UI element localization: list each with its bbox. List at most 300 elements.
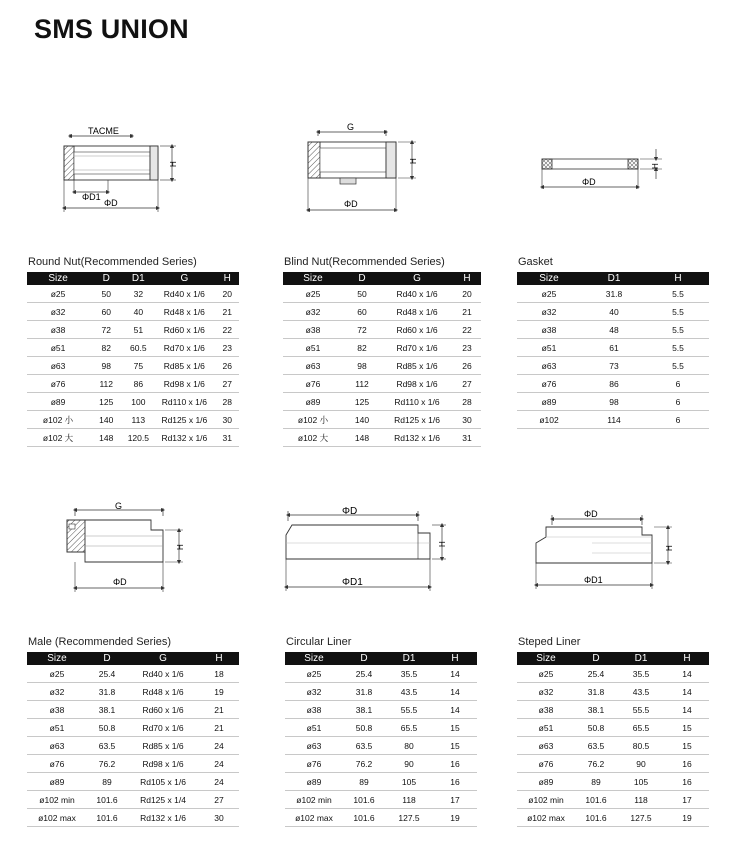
table-cell: ø89 bbox=[27, 773, 87, 791]
table-cell: 23 bbox=[453, 339, 481, 357]
table-header-row bbox=[285, 652, 477, 665]
table-cell: 76.2 bbox=[575, 755, 617, 773]
male-drawing bbox=[55, 500, 195, 595]
table-cell: 38.1 bbox=[343, 701, 385, 719]
gasket-h-label: H bbox=[651, 163, 660, 169]
table-cell: ø38 bbox=[27, 321, 89, 339]
table-cell: 21 bbox=[199, 701, 239, 719]
table-cell: 125 bbox=[343, 393, 381, 411]
table-row bbox=[517, 375, 709, 393]
table-cell: ø102 min bbox=[27, 791, 87, 809]
table-cell: 101.6 bbox=[87, 791, 127, 809]
table-cell: 22 bbox=[215, 321, 239, 339]
steped-liner-d1-label: ΦD1 bbox=[584, 575, 603, 585]
table-cell: Rd85 x 1/6 bbox=[153, 357, 215, 375]
table-row bbox=[517, 665, 709, 683]
table-cell: ø25 bbox=[283, 285, 343, 303]
table-row bbox=[27, 755, 239, 773]
table-cell: ø51 bbox=[283, 339, 343, 357]
table-cell: 98 bbox=[343, 357, 381, 375]
table-row bbox=[517, 791, 709, 809]
table-cell: Rd110 x 1/6 bbox=[381, 393, 453, 411]
table-cell: 148 bbox=[89, 429, 123, 447]
table-cell: 14 bbox=[665, 665, 709, 683]
table-cell: 80 bbox=[385, 737, 433, 755]
table-row bbox=[283, 321, 481, 339]
table-row bbox=[27, 737, 239, 755]
table-cell: 24 bbox=[199, 737, 239, 755]
table-cell: ø89 bbox=[517, 393, 581, 411]
table-cell: ø32 bbox=[285, 683, 343, 701]
column-header: D bbox=[343, 272, 381, 285]
table-cell: 5.5 bbox=[647, 285, 709, 303]
table-cell: 15 bbox=[433, 737, 477, 755]
table-cell: ø89 bbox=[27, 393, 89, 411]
steped-liner-d-label: ΦD bbox=[584, 509, 598, 519]
table-row bbox=[517, 411, 709, 429]
table-cell: ø38 bbox=[517, 321, 581, 339]
table-cell: 65.5 bbox=[385, 719, 433, 737]
table-cell: 38.1 bbox=[575, 701, 617, 719]
table-cell: 14 bbox=[665, 683, 709, 701]
table-row bbox=[285, 737, 477, 755]
table-cell: ø89 bbox=[283, 393, 343, 411]
table-cell: ø76 bbox=[283, 375, 343, 393]
table-cell: 80.5 bbox=[617, 737, 665, 755]
gasket-caption: Gasket bbox=[518, 256, 553, 268]
steped-liner-table bbox=[517, 652, 709, 827]
table-cell: Rd85 x 1/6 bbox=[381, 357, 453, 375]
table-cell: Rd125 x 1/6 bbox=[381, 411, 453, 429]
table-cell: Rd70 x 1/6 bbox=[153, 339, 215, 357]
table-cell: ø76 bbox=[517, 755, 575, 773]
table-header-row bbox=[517, 652, 709, 665]
table-row bbox=[285, 755, 477, 773]
table-cell: ø102 大 bbox=[27, 429, 89, 447]
circular-liner-drawing bbox=[272, 503, 452, 595]
column-header: H bbox=[453, 272, 481, 285]
column-header: D1 bbox=[581, 272, 647, 285]
table-cell: 16 bbox=[433, 773, 477, 791]
table-cell: ø51 bbox=[517, 719, 575, 737]
table-row bbox=[285, 665, 477, 683]
column-header: H bbox=[647, 272, 709, 285]
table-cell: ø102 小 bbox=[283, 411, 343, 429]
table-cell: Rd48 x 1/6 bbox=[153, 303, 215, 321]
table-cell: ø38 bbox=[517, 701, 575, 719]
table-row bbox=[283, 411, 481, 429]
table-row bbox=[27, 393, 239, 411]
table-cell: Rd125 x 1/6 bbox=[153, 411, 215, 429]
table-cell: 100 bbox=[123, 393, 153, 411]
table-cell: 15 bbox=[433, 719, 477, 737]
table-cell: 90 bbox=[385, 755, 433, 773]
table-row bbox=[517, 773, 709, 791]
column-header: Size bbox=[285, 652, 343, 665]
table-cell: 20 bbox=[453, 285, 481, 303]
table-cell: 73 bbox=[581, 357, 647, 375]
column-header: H bbox=[665, 652, 709, 665]
table-row bbox=[517, 303, 709, 321]
table-cell: Rd60 x 1/6 bbox=[153, 321, 215, 339]
table-cell: Rd98 x 1/6 bbox=[127, 755, 199, 773]
table-row bbox=[27, 791, 239, 809]
table-row bbox=[517, 701, 709, 719]
table-cell: 31.8 bbox=[575, 683, 617, 701]
table-cell: ø76 bbox=[27, 755, 87, 773]
table-cell: ø102 min bbox=[517, 791, 575, 809]
table-row bbox=[283, 375, 481, 393]
table-cell: 19 bbox=[433, 809, 477, 827]
table-cell: 35.5 bbox=[385, 665, 433, 683]
table-cell: Rd60 x 1/6 bbox=[381, 321, 453, 339]
table-cell: 140 bbox=[343, 411, 381, 429]
table-cell: 17 bbox=[665, 791, 709, 809]
table-cell: Rd60 x 1/6 bbox=[127, 701, 199, 719]
table-cell: 101.6 bbox=[87, 809, 127, 827]
table-cell: 48 bbox=[581, 321, 647, 339]
column-header: D bbox=[87, 652, 127, 665]
table-cell: 20 bbox=[215, 285, 239, 303]
table-cell: 35.5 bbox=[617, 665, 665, 683]
table-cell: ø32 bbox=[27, 303, 89, 321]
table-cell: 21 bbox=[215, 303, 239, 321]
table-cell: 6 bbox=[647, 393, 709, 411]
table-row bbox=[517, 737, 709, 755]
table-cell: ø76 bbox=[285, 755, 343, 773]
table-cell: Rd70 x 1/6 bbox=[127, 719, 199, 737]
table-row bbox=[27, 357, 239, 375]
table-cell: 6 bbox=[647, 375, 709, 393]
table-cell: ø63 bbox=[27, 737, 87, 755]
column-header: Size bbox=[27, 272, 89, 285]
table-cell: 118 bbox=[617, 791, 665, 809]
column-header: H bbox=[433, 652, 477, 665]
table-cell: 26 bbox=[453, 357, 481, 375]
table-cell: 31 bbox=[453, 429, 481, 447]
table-cell: 50.8 bbox=[343, 719, 385, 737]
table-cell: ø63 bbox=[27, 357, 89, 375]
circular-liner-caption: Circular Liner bbox=[286, 636, 352, 648]
table-cell: 72 bbox=[343, 321, 381, 339]
table-cell: 82 bbox=[343, 339, 381, 357]
table-cell: 114 bbox=[581, 411, 647, 429]
table-cell: ø102 小 bbox=[27, 411, 89, 429]
table-cell: 112 bbox=[89, 375, 123, 393]
table-cell: 40 bbox=[123, 303, 153, 321]
table-cell: 127.5 bbox=[385, 809, 433, 827]
table-cell: 16 bbox=[665, 755, 709, 773]
table-row bbox=[27, 773, 239, 791]
table-cell: ø38 bbox=[285, 701, 343, 719]
table-row bbox=[283, 357, 481, 375]
table-cell: ø63 bbox=[285, 737, 343, 755]
table-cell: 24 bbox=[199, 755, 239, 773]
table-cell: 60 bbox=[89, 303, 123, 321]
table-header-row bbox=[517, 272, 709, 285]
table-cell: 19 bbox=[665, 809, 709, 827]
table-cell: ø38 bbox=[27, 701, 87, 719]
round-nut-h-label: H bbox=[169, 161, 178, 167]
table-cell: 101.6 bbox=[575, 791, 617, 809]
column-header: G bbox=[153, 272, 215, 285]
table-cell: 18 bbox=[199, 665, 239, 683]
table-cell: 63.5 bbox=[87, 737, 127, 755]
table-cell: 86 bbox=[123, 375, 153, 393]
table-cell: ø32 bbox=[27, 683, 87, 701]
steped-liner-caption: Steped Liner bbox=[518, 636, 581, 648]
table-header-row bbox=[283, 272, 481, 285]
table-cell: 25.4 bbox=[343, 665, 385, 683]
table-cell: 14 bbox=[433, 701, 477, 719]
table-cell: 82 bbox=[89, 339, 123, 357]
table-row bbox=[283, 429, 481, 447]
table-row bbox=[517, 683, 709, 701]
table-cell: 21 bbox=[199, 719, 239, 737]
table-cell: 16 bbox=[665, 773, 709, 791]
table-cell: 101.6 bbox=[343, 809, 385, 827]
table-cell: Rd40 x 1/6 bbox=[153, 285, 215, 303]
table-cell: 19 bbox=[199, 683, 239, 701]
round-nut-d-label: ΦD bbox=[104, 198, 118, 208]
table-cell: ø102 bbox=[517, 411, 581, 429]
table-cell: 105 bbox=[385, 773, 433, 791]
table-row bbox=[517, 357, 709, 375]
table-cell: ø25 bbox=[285, 665, 343, 683]
table-cell: Rd132 x 1/6 bbox=[127, 809, 199, 827]
table-cell: 28 bbox=[453, 393, 481, 411]
circular-liner-d-label: ΦD bbox=[342, 506, 358, 517]
table-cell: ø102 max bbox=[517, 809, 575, 827]
table-cell: 105 bbox=[617, 773, 665, 791]
table-cell: Rd98 x 1/6 bbox=[381, 375, 453, 393]
column-header: Size bbox=[517, 272, 581, 285]
table-cell: 26 bbox=[215, 357, 239, 375]
table-cell: 55.5 bbox=[385, 701, 433, 719]
column-header: Size bbox=[27, 652, 87, 665]
column-header: Size bbox=[283, 272, 343, 285]
table-cell: ø32 bbox=[283, 303, 343, 321]
table-cell: ø32 bbox=[517, 683, 575, 701]
table-cell: ø76 bbox=[27, 375, 89, 393]
table-cell: 101.6 bbox=[575, 809, 617, 827]
table-cell: 60 bbox=[343, 303, 381, 321]
table-cell: 89 bbox=[343, 773, 385, 791]
blind-nut-caption: Blind Nut(Recommended Series) bbox=[284, 256, 445, 268]
table-cell: 101.6 bbox=[343, 791, 385, 809]
table-row bbox=[285, 809, 477, 827]
table-cell: 27 bbox=[453, 375, 481, 393]
table-cell: 51 bbox=[123, 321, 153, 339]
table-cell: 90 bbox=[617, 755, 665, 773]
circular-liner-d1-label: ΦD1 bbox=[342, 577, 363, 588]
table-cell: Rd125 x 1/4 bbox=[127, 791, 199, 809]
table-cell: 15 bbox=[665, 719, 709, 737]
table-row bbox=[285, 791, 477, 809]
table-row bbox=[27, 321, 239, 339]
table-row bbox=[517, 719, 709, 737]
table-cell: 98 bbox=[581, 393, 647, 411]
table-cell: 14 bbox=[433, 683, 477, 701]
round-nut-drawing bbox=[52, 122, 192, 214]
table-cell: 120.5 bbox=[123, 429, 153, 447]
table-cell: ø25 bbox=[517, 665, 575, 683]
table-cell: 50.8 bbox=[87, 719, 127, 737]
column-header: D1 bbox=[617, 652, 665, 665]
table-row bbox=[27, 375, 239, 393]
table-cell: 31.8 bbox=[87, 683, 127, 701]
table-row bbox=[27, 809, 239, 827]
column-header: D bbox=[575, 652, 617, 665]
table-cell: ø102 max bbox=[27, 809, 87, 827]
table-cell: ø51 bbox=[27, 339, 89, 357]
table-cell: 148 bbox=[343, 429, 381, 447]
table-cell: Rd48 x 1/6 bbox=[381, 303, 453, 321]
column-header: D1 bbox=[385, 652, 433, 665]
table-row bbox=[285, 701, 477, 719]
table-cell: 17 bbox=[433, 791, 477, 809]
table-cell: 140 bbox=[89, 411, 123, 429]
table-cell: 25.4 bbox=[575, 665, 617, 683]
table-row bbox=[285, 683, 477, 701]
table-cell: Rd40 x 1/6 bbox=[127, 665, 199, 683]
round-nut-table bbox=[27, 272, 239, 447]
male-g-label: G bbox=[115, 501, 123, 511]
table-cell: 61 bbox=[581, 339, 647, 357]
circular-liner-table bbox=[285, 652, 477, 827]
table-cell: 27 bbox=[199, 791, 239, 809]
table-cell: ø102 大 bbox=[283, 429, 343, 447]
table-row bbox=[517, 393, 709, 411]
table-row bbox=[285, 773, 477, 791]
table-cell: 32 bbox=[123, 285, 153, 303]
table-cell: 72 bbox=[89, 321, 123, 339]
table-row bbox=[517, 321, 709, 339]
table-cell: 28 bbox=[215, 393, 239, 411]
table-cell: 30 bbox=[453, 411, 481, 429]
table-cell: ø102 min bbox=[285, 791, 343, 809]
table-cell: ø89 bbox=[517, 773, 575, 791]
table-row bbox=[27, 719, 239, 737]
table-row bbox=[27, 683, 239, 701]
table-cell: 23 bbox=[215, 339, 239, 357]
table-cell: 76.2 bbox=[87, 755, 127, 773]
table-cell: ø51 bbox=[285, 719, 343, 737]
table-row bbox=[283, 339, 481, 357]
table-cell: 89 bbox=[87, 773, 127, 791]
column-header: G bbox=[381, 272, 453, 285]
table-cell: 27 bbox=[215, 375, 239, 393]
table-cell: 6 bbox=[647, 411, 709, 429]
table-row bbox=[283, 285, 481, 303]
table-cell: 30 bbox=[199, 809, 239, 827]
table-cell: ø32 bbox=[517, 303, 581, 321]
table-cell: 65.5 bbox=[617, 719, 665, 737]
table-cell: 16 bbox=[433, 755, 477, 773]
table-cell: 89 bbox=[575, 773, 617, 791]
table-cell: ø63 bbox=[517, 737, 575, 755]
table-cell: 60.5 bbox=[123, 339, 153, 357]
table-row bbox=[517, 285, 709, 303]
table-cell: ø63 bbox=[283, 357, 343, 375]
male-caption: Male (Recommended Series) bbox=[28, 636, 172, 648]
table-cell: 21 bbox=[453, 303, 481, 321]
table-cell: 63.5 bbox=[343, 737, 385, 755]
table-cell: 75 bbox=[123, 357, 153, 375]
table-cell: 15 bbox=[665, 737, 709, 755]
table-cell: 113 bbox=[123, 411, 153, 429]
male-h-label: H bbox=[176, 544, 185, 550]
table-cell: 127.5 bbox=[617, 809, 665, 827]
table-cell: 14 bbox=[665, 701, 709, 719]
table-cell: Rd110 x 1/6 bbox=[153, 393, 215, 411]
table-cell: Rd132 x 1/6 bbox=[153, 429, 215, 447]
table-cell: 5.5 bbox=[647, 321, 709, 339]
blind-nut-h-label: H bbox=[409, 158, 418, 164]
table-cell: 55.5 bbox=[617, 701, 665, 719]
table-row bbox=[27, 303, 239, 321]
table-cell: 38.1 bbox=[87, 701, 127, 719]
table-cell: ø51 bbox=[27, 719, 87, 737]
table-cell: 50 bbox=[89, 285, 123, 303]
steped-liner-h-label: H bbox=[665, 545, 674, 551]
column-header: D bbox=[343, 652, 385, 665]
table-cell: 5.5 bbox=[647, 303, 709, 321]
table-cell: 86 bbox=[581, 375, 647, 393]
table-cell: 76.2 bbox=[343, 755, 385, 773]
table-cell: 112 bbox=[343, 375, 381, 393]
table-cell: ø89 bbox=[285, 773, 343, 791]
table-row bbox=[27, 411, 239, 429]
table-row bbox=[27, 339, 239, 357]
table-row bbox=[517, 809, 709, 827]
column-header: D bbox=[89, 272, 123, 285]
blind-nut-drawing bbox=[300, 120, 430, 214]
table-cell: 43.5 bbox=[385, 683, 433, 701]
table-cell: ø25 bbox=[27, 665, 87, 683]
table-cell: 43.5 bbox=[617, 683, 665, 701]
table-row bbox=[285, 719, 477, 737]
table-cell: 5.5 bbox=[647, 339, 709, 357]
table-cell: ø76 bbox=[517, 375, 581, 393]
table-header-row bbox=[27, 652, 239, 665]
table-row bbox=[27, 285, 239, 303]
gasket-table bbox=[517, 272, 709, 429]
column-header: Size bbox=[517, 652, 575, 665]
table-cell: 50 bbox=[343, 285, 381, 303]
round-nut-tacme-label: TACME bbox=[88, 126, 119, 136]
table-row bbox=[517, 339, 709, 357]
table-cell: ø25 bbox=[27, 285, 89, 303]
column-header: H bbox=[215, 272, 239, 285]
table-cell: 25.4 bbox=[87, 665, 127, 683]
blind-nut-table bbox=[283, 272, 481, 447]
table-cell: 40 bbox=[581, 303, 647, 321]
table-cell: Rd40 x 1/6 bbox=[381, 285, 453, 303]
male-table bbox=[27, 652, 239, 827]
table-cell: 5.5 bbox=[647, 357, 709, 375]
table-cell: 14 bbox=[433, 665, 477, 683]
column-header: H bbox=[199, 652, 239, 665]
table-row bbox=[283, 393, 481, 411]
table-cell: 24 bbox=[199, 773, 239, 791]
table-cell: 31 bbox=[215, 429, 239, 447]
gasket-d-label: ΦD bbox=[582, 177, 596, 187]
table-cell: Rd105 x 1/6 bbox=[127, 773, 199, 791]
table-cell: 30 bbox=[215, 411, 239, 429]
table-cell: 31.8 bbox=[581, 285, 647, 303]
table-row bbox=[283, 303, 481, 321]
